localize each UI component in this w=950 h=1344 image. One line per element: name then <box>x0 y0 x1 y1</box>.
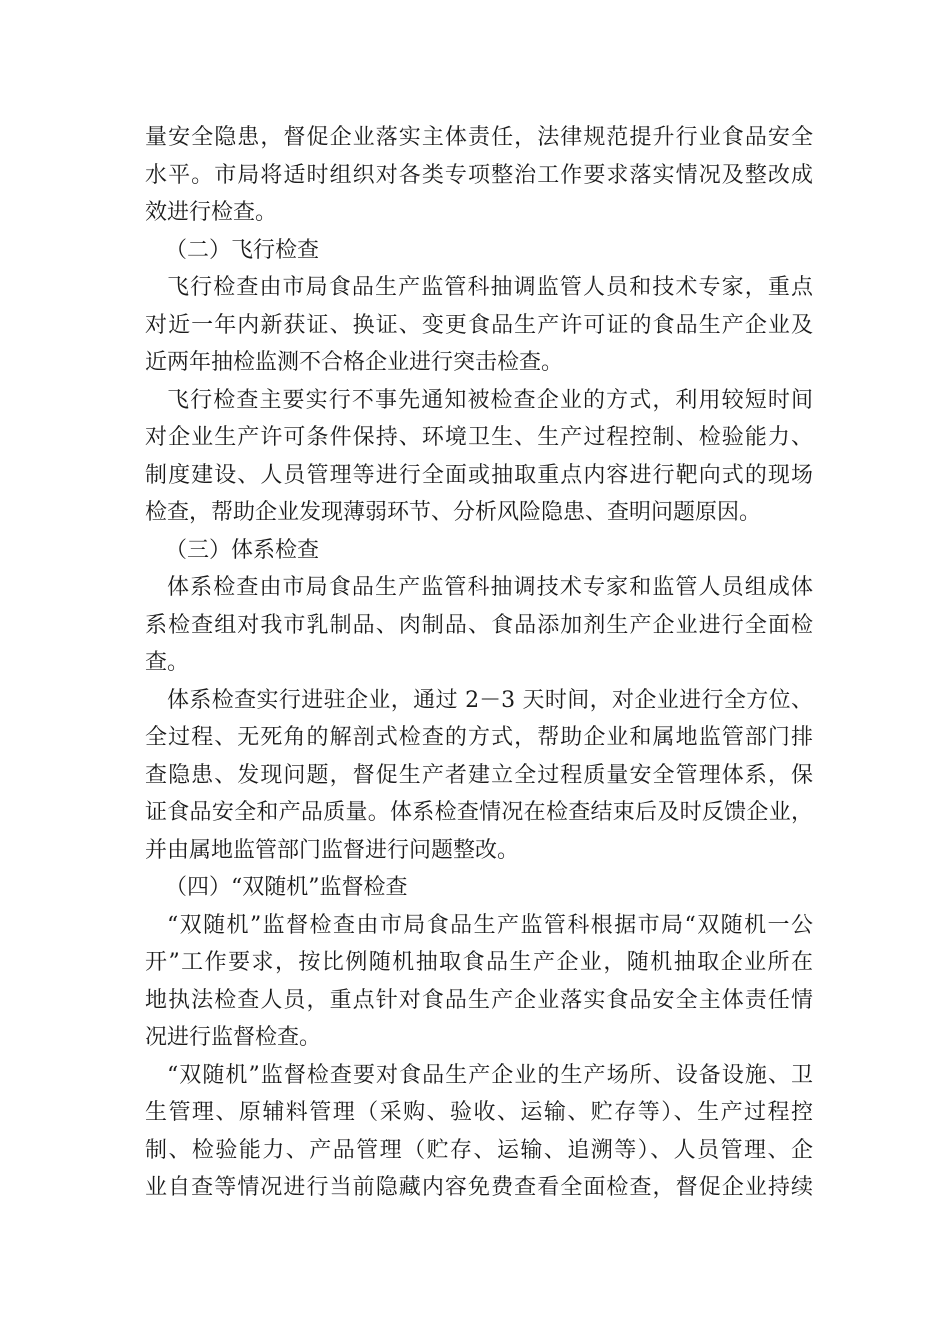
text-line: 制、检验能力、产品管理（贮存、运输、追溯等）、人员管理、企 <box>145 1137 813 1163</box>
section-heading: （二）飞行检查 <box>165 237 320 263</box>
text-line: “双随机”监督检查由市局食品生产监管科根据市局“双随机一公 <box>167 912 813 938</box>
text-line: 查隐患、发现问题，督促生产者建立全过程质量安全管理体系，保 <box>145 762 813 788</box>
text-line: 效进行检查。 <box>145 200 278 225</box>
section-heading: （四）“双随机”监督检查 <box>165 875 408 900</box>
text-line: 开”工作要求，按比例随机抽取食品生产企业，随机抽取企业所在 <box>145 950 813 975</box>
text-line: 生管理、原辅料管理（采购、验收、运输、贮存等）、生产过程控 <box>145 1100 813 1125</box>
text-line: 系检查组对我市乳制品、肉制品、食品添加剂生产企业进行全面检 <box>145 612 813 638</box>
text-line: 地执法检查人员，重点针对食品生产企业落实食品安全主体责任情 <box>145 987 813 1013</box>
text-line: 况进行监督检查。 <box>145 1025 322 1050</box>
text-line: 量安全隐患，督促企业落实主体责任，法律规范提升行业食品安全 <box>145 125 813 150</box>
text-line: “双随机”监督检查要对食品生产企业的生产场所、设备设施、卫 <box>167 1062 813 1088</box>
text-line: 对近一年内新获证、换证、变更食品生产许可证的食品生产企业及 <box>145 312 813 338</box>
text-line: 体系检查实行进驻企业，通过 2－3 天时间，对企业进行全方位、 <box>167 687 813 713</box>
text-line: 并由属地监管部门监督进行问题整改。 <box>145 837 520 863</box>
document-body <box>145 119 813 1207</box>
text-line: 近两年抽检监测不合格企业进行突击检查。 <box>145 350 564 375</box>
text-line: 制度建设、人员管理等进行全面或抽取重点内容进行靶向式的现场 <box>145 462 813 488</box>
text-line: 检查，帮助企业发现薄弱环节、分析风险隐患、查明问题原因。 <box>145 500 762 525</box>
text-line: 查。 <box>145 650 190 675</box>
text-line: 水平。市局将适时组织对各类专项整治工作要求落实情况及整改成 <box>145 162 813 188</box>
section-heading: （三）体系检查 <box>165 537 320 563</box>
text-line: 证食品安全和产品质量。体系检查情况在检查结束后及时反馈企业， <box>145 800 813 825</box>
text-line: 业自查等情况进行当前隐藏内容免费查看全面检查，督促企业持续 <box>145 1175 813 1200</box>
text-line: 体系检查由市局食品生产监管科抽调技术专家和监管人员组成体 <box>167 575 813 600</box>
text-line: 飞行检查由市局食品生产监管科抽调监管人员和技术专家，重点 <box>167 275 813 300</box>
text-line: 全过程、无死角的解剖式检查的方式，帮助企业和属地监管部门排 <box>145 725 813 750</box>
text-line: 对企业生产许可条件保持、环境卫生、生产过程控制、检验能力、 <box>145 425 813 450</box>
text-line: 飞行检查主要实行不事先通知被检查企业的方式，利用较短时间 <box>167 387 813 413</box>
